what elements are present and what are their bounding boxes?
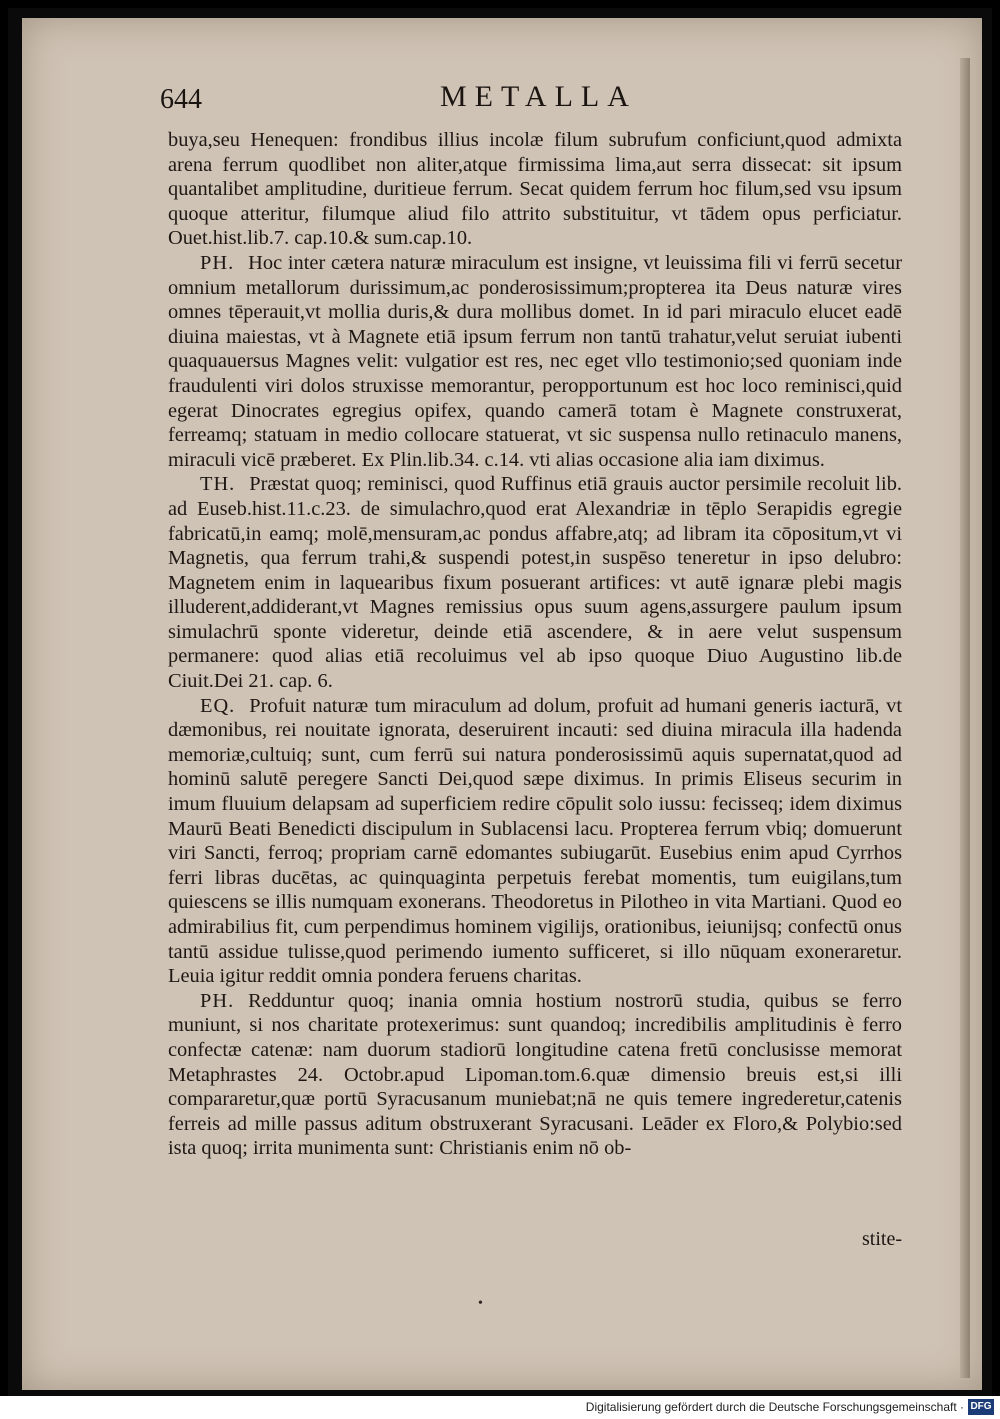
speaker-label: TH. (200, 473, 236, 496)
ornament-dot: • (478, 1296, 483, 1311)
body-text (168, 128, 902, 1161)
running-title: METALLA (440, 80, 637, 113)
paragraph-ph-2 (168, 989, 902, 1161)
page-number: 644 (160, 84, 202, 115)
paragraph-text: Redduntur quoq; inania omnia hostium nostrorū studia, quibus se ferro muniunt, si nos charitate protexerimus: sunt quandoq; incredibilis amplitudinis è ferro confectæ catenæ: nam duorum stadiorū longitudine catena fretū conclusisse memorat Metaphrastes 24. Octobr.apud Lipoman.tom.6.quæ dimensio breuis est,si illi compararetur,quæ portū Syracusanum muniebat;nā ne quis temere ingrederetur,catenis ferreis ad mille passus aditum obstruxerant Syracusani. Leāder ex Floro,& Polybio:sed ista quoq; irrita munimenta sunt: Christianis enim nō ob- (168, 989, 902, 1160)
paragraph-continued (168, 128, 902, 251)
speaker-label: PH. (200, 989, 235, 1012)
page-edge (960, 58, 970, 1378)
paragraph-text: buya,seu Henequen: frondibus illius incolæ filum subrufum conficiunt,quod admixta arena ferrum quodlibet non aliter,atque firmissima lima,aut serra dissecat: sit ipsum quantalibet amplitudine, duritieue ferrum. Secat quidem ferrum hoc filum,sed vsu ipsum quoque atteritur, filumque aliud filo attrito substituitur, vt tādem opus perficiatur. Ouet.hist.lib.7. cap.10.& sum.cap.10. (168, 129, 902, 250)
paragraph-text: Hoc inter cætera naturæ miraculum est insigne, vt leuissima fili vi ferrū secetur omnium metallorum durissimum,ac ponderosissimum;propterea ita Deus naturæ vires omnes tēperauit,vt mollia duris,& dura mollibus domet. In id pari miraculo elucet eadē diuina maiestas, vt à Magnete etiā ipsum ferrum non tantū trahatur,velut seruiat iubenti quaquauersus Magnes velit: vulgatior est res, nec eget vllo testimonio;sed quoniam inde fraudulenti viri dolos struxisse memorantur, peropportunum est hoc loco reminisci,quid egerat Dinocrates egregius opifex, quando camerā totam è Magnete construxerat, ferreamq; statuam in medio collocare statuerat, vt sic suspensa nullo retinaculo manens, miraculi vicē præberet. Ex Plin.lib.34. c.14. vti alias occasione alia iam diximus. (168, 251, 902, 471)
paragraph-ph-1 (168, 251, 902, 472)
speaker-label: EQ. (200, 694, 236, 717)
footer-credit: Digitalisierung gefördert durch die Deutsche Forschungsgemeinschaft · (585, 1400, 964, 1414)
paragraph-text: Præstat quoq; reminisci, quod Ruffinus etiā grauis auctor persimile recoluit lib. ad Euseb.hist.11.c.23. de simulachro,quod erat Alexandriæ in tēplo Serapidis egregie fabricatū,in eamq; molē,mensuram,ac pondus affabre,atq; ad libram ita cōpositum,vt vi Magnetis, qua ferrum trahi,& suspendi potest,in suspēso teneretur in ipso delubro: Magnetem enim in laquearibus fixum posuerant artifices: vt autē ignaræ plebi magis illuderent,addiderant,vt Magnes remissius opus suum agens,assurgere paulum ipsum simulachrū sponte videretur, deinde etiā ascendere, & in aere velut suspensum permanere: quod alias etiā recoluimus vel ab ipso quoque Diuo Augustino lib.de Ciuit.Dei 21. cap. 6. (168, 473, 902, 693)
paragraph-eq (168, 694, 902, 989)
paragraph-th (168, 472, 902, 693)
speaker-label: PH. (200, 251, 235, 274)
catchword: stite- (862, 1228, 902, 1250)
footer-bar (0, 1396, 1000, 1419)
dfg-logo-icon: DFG (968, 1399, 994, 1415)
page-header (160, 78, 860, 118)
paragraph-text: Profuit naturæ tum miraculum ad dolum, profuit ad humani generis iacturā, vt dæmonibus, rei nouitate ignorata, deseruirent incauti: sed diuina miracula illa hadenda memoriæ,cultuiq; sunt, cum ferrū sui natura ponderosissimū aquis supernatat,quod ad hominū salutē peregere Sancti Dei,quod sæpe diximus. In primis Eliseus securim in imum fluuium delapsam ad superficiem redire cōpulit solo iussu: fecisseq; idem diximus Maurū Beati Benedicti discipulum in Sublacensi lacu. Propterea ferrum vbiq; domuerunt viri Sancti, ferroq; propriam carnē edomantes subiugarūt. Eusebius enim apud Cyrrhos ferri libras ducētas, ac quinquaginta perpetuis ferebat momentis, tum euigilans,tum quiescens se illis numquam exonerans. Theodoretus in Pilotheo in vita Martiani. Quod eo admirabilius fit, cum perpendimus hominem vigilijs, orationibus, ieiunijsq; confectū onus tantū assidue tulisse,quod perimendo iumento sufficeret, si illo nūquam exoneraretur. Leuia igitur reddit omnia pondera feruens charitas. (168, 694, 902, 988)
